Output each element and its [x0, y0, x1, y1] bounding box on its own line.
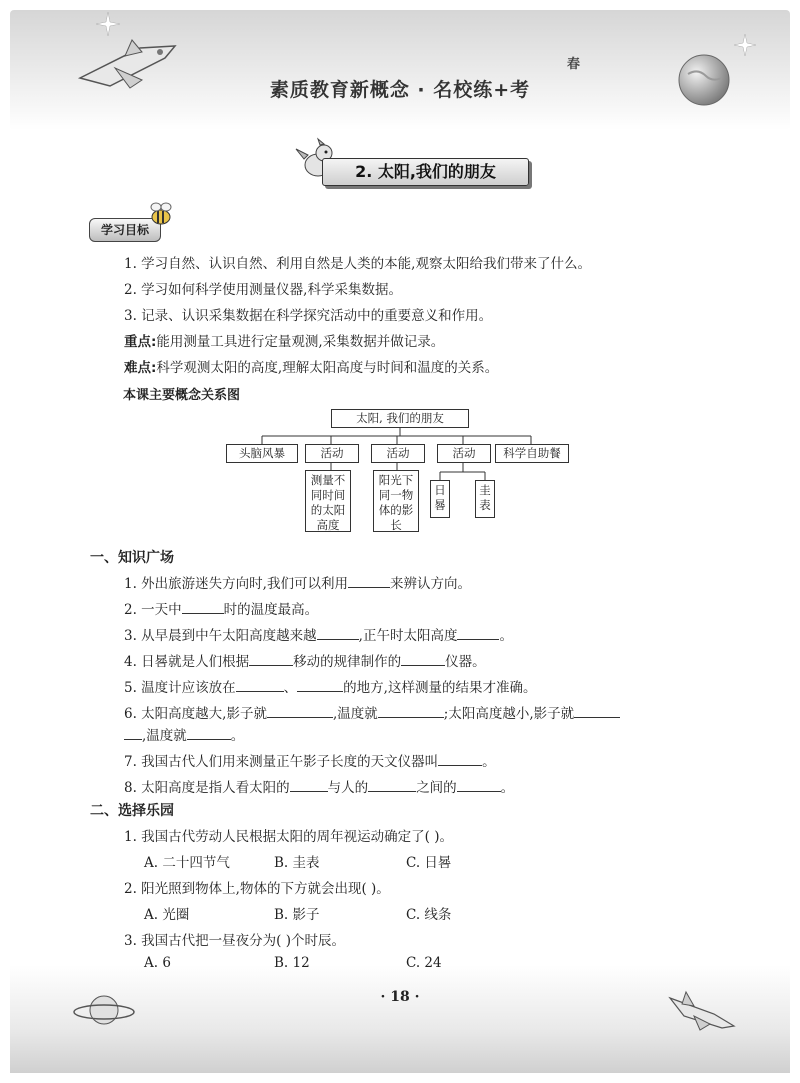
answer-blank[interactable]	[267, 705, 333, 718]
answer-blank[interactable]	[401, 653, 445, 666]
question	[124, 572, 471, 592]
concept-root: 太阳, 我们的朋友	[331, 409, 469, 428]
question-text: 的地方,这样测量的结果才准确。	[343, 680, 537, 696]
answer-blank[interactable]	[368, 779, 416, 792]
choice-option[interactable]: C. 线条	[406, 907, 452, 923]
answer-blank[interactable]	[457, 627, 499, 640]
choice-question: 2. 阳光照到物体上,物体的下方就会出现( )。	[124, 881, 390, 897]
answer-blank[interactable]	[574, 705, 620, 718]
question-text: 、	[283, 680, 298, 696]
concept-branch: 活动	[437, 444, 491, 463]
question-text: 3. 从早晨到中午太阳高度越来越	[124, 628, 317, 644]
question-text: ,温度就	[332, 706, 378, 722]
lesson-title: 2. 太阳,我们的朋友	[322, 158, 529, 186]
goal-item: 3. 记录、认识采集数据在科学探究活动中的重要意义和作用。	[124, 308, 493, 324]
question	[124, 676, 536, 696]
question-text: 。	[230, 728, 245, 744]
question-text: 8. 太阳高度是指人看太阳的	[124, 780, 290, 796]
concept-branch: 科学自助餐	[495, 444, 569, 463]
question	[124, 624, 513, 644]
question-text: 与人的	[327, 780, 369, 796]
question-text: 移动的规律制作的	[293, 654, 402, 670]
choice-question: 1. 我国古代劳动人民根据太阳的周年视运动确定了( )。	[124, 829, 453, 845]
key-point-text: 能用测量工具进行定量观测,采集数据并做记录。	[156, 334, 445, 350]
answer-blank[interactable]	[297, 679, 343, 692]
answer-blank[interactable]	[457, 779, 501, 792]
header-title: 素质教育新概念 · 名校练+考	[269, 79, 531, 101]
concept-branch: 活动	[305, 444, 359, 463]
concept-leaf: 日晷	[430, 480, 450, 518]
concept-leaf: 阳光下同一物体的影长	[373, 470, 419, 532]
answer-blank[interactable]	[187, 727, 231, 740]
concept-leaf: 圭表	[475, 480, 495, 518]
choice-question: 3. 我国古代把一昼夜分为( )个时辰。	[124, 933, 345, 949]
choice-option[interactable]: A. 光圈	[144, 907, 190, 923]
goal-tag: 学习目标	[89, 218, 161, 242]
question-text: 5. 温度计应该放在	[124, 680, 236, 696]
question	[124, 702, 620, 722]
answer-blank[interactable]	[249, 653, 293, 666]
choice-option[interactable]: A. 6	[144, 955, 171, 971]
question-text: 。	[499, 628, 513, 644]
difficult-point-label: 难点:	[124, 360, 157, 376]
choice-option[interactable]: A. 二十四节气	[144, 855, 230, 871]
space-shuttle-icon	[664, 986, 740, 1036]
question-text: 。	[500, 780, 515, 796]
concept-branch: 活动	[371, 444, 425, 463]
season-label: 春	[567, 57, 581, 72]
choice-option[interactable]: B. 圭表	[274, 855, 320, 871]
question-text: 仪器。	[445, 654, 486, 670]
ringed-planet-icon	[72, 988, 136, 1032]
answer-blank[interactable]	[378, 705, 444, 718]
answer-blank[interactable]	[290, 779, 328, 792]
question	[124, 598, 318, 618]
question-text: ,温度就	[142, 728, 187, 744]
choice-option[interactable]: B. 12	[274, 955, 310, 971]
answer-blank[interactable]	[348, 575, 390, 588]
concept-branch: 头脑风暴	[226, 444, 298, 463]
question-text: 6. 太阳高度越大,影子就	[124, 706, 267, 722]
question-text: 。	[482, 754, 496, 770]
question-text: ,正午时太阳高度	[358, 628, 458, 644]
choice-option[interactable]: B. 影子	[274, 907, 320, 923]
answer-blank[interactable]	[236, 679, 284, 692]
question	[124, 750, 496, 770]
goal-item: 2. 学习如何科学使用测量仪器,科学采集数据。	[124, 282, 402, 298]
answer-blank[interactable]	[124, 727, 142, 740]
concept-map-title: 本课主要概念关系图	[123, 388, 241, 403]
question-text: 4. 日晷就是人们根据	[124, 654, 250, 670]
choice-option[interactable]: C. 24	[406, 955, 442, 971]
question-text: 2. 一天中	[124, 602, 182, 618]
question	[124, 776, 514, 796]
question-text: 来辨认方向。	[389, 576, 471, 592]
concept-leaf: 测量不同时间的太阳高度	[305, 470, 351, 532]
choice-option[interactable]: C. 日晷	[406, 855, 452, 871]
answer-blank[interactable]	[317, 627, 359, 640]
answer-blank[interactable]	[182, 601, 224, 614]
question	[124, 650, 486, 670]
section-title: 二、选择乐园	[90, 803, 174, 819]
question-text: 之间的	[416, 780, 457, 796]
answer-blank[interactable]	[438, 753, 482, 766]
question-text: 7. 我国古代人们用来测量正午影子长度的天文仪器叫	[124, 754, 439, 770]
question-continued	[124, 724, 244, 744]
question-text: 时的温度最高。	[223, 602, 319, 618]
section-title: 一、知识广场	[90, 550, 174, 566]
goal-item: 1. 学习自然、认识自然、利用自然是人类的本能,观察太阳给我们带来了什么。	[124, 256, 591, 272]
page-number: · 18 ·	[380, 989, 420, 1005]
difficult-point-text: 科学观测太阳的高度,理解太阳高度与时间和温度的关系。	[156, 360, 499, 376]
question-text: ;太阳高度越小,影子就	[443, 706, 575, 722]
key-point-label: 重点:	[124, 334, 157, 350]
question-text: 1. 外出旅游迷失方向时,我们可以利用	[124, 576, 348, 592]
